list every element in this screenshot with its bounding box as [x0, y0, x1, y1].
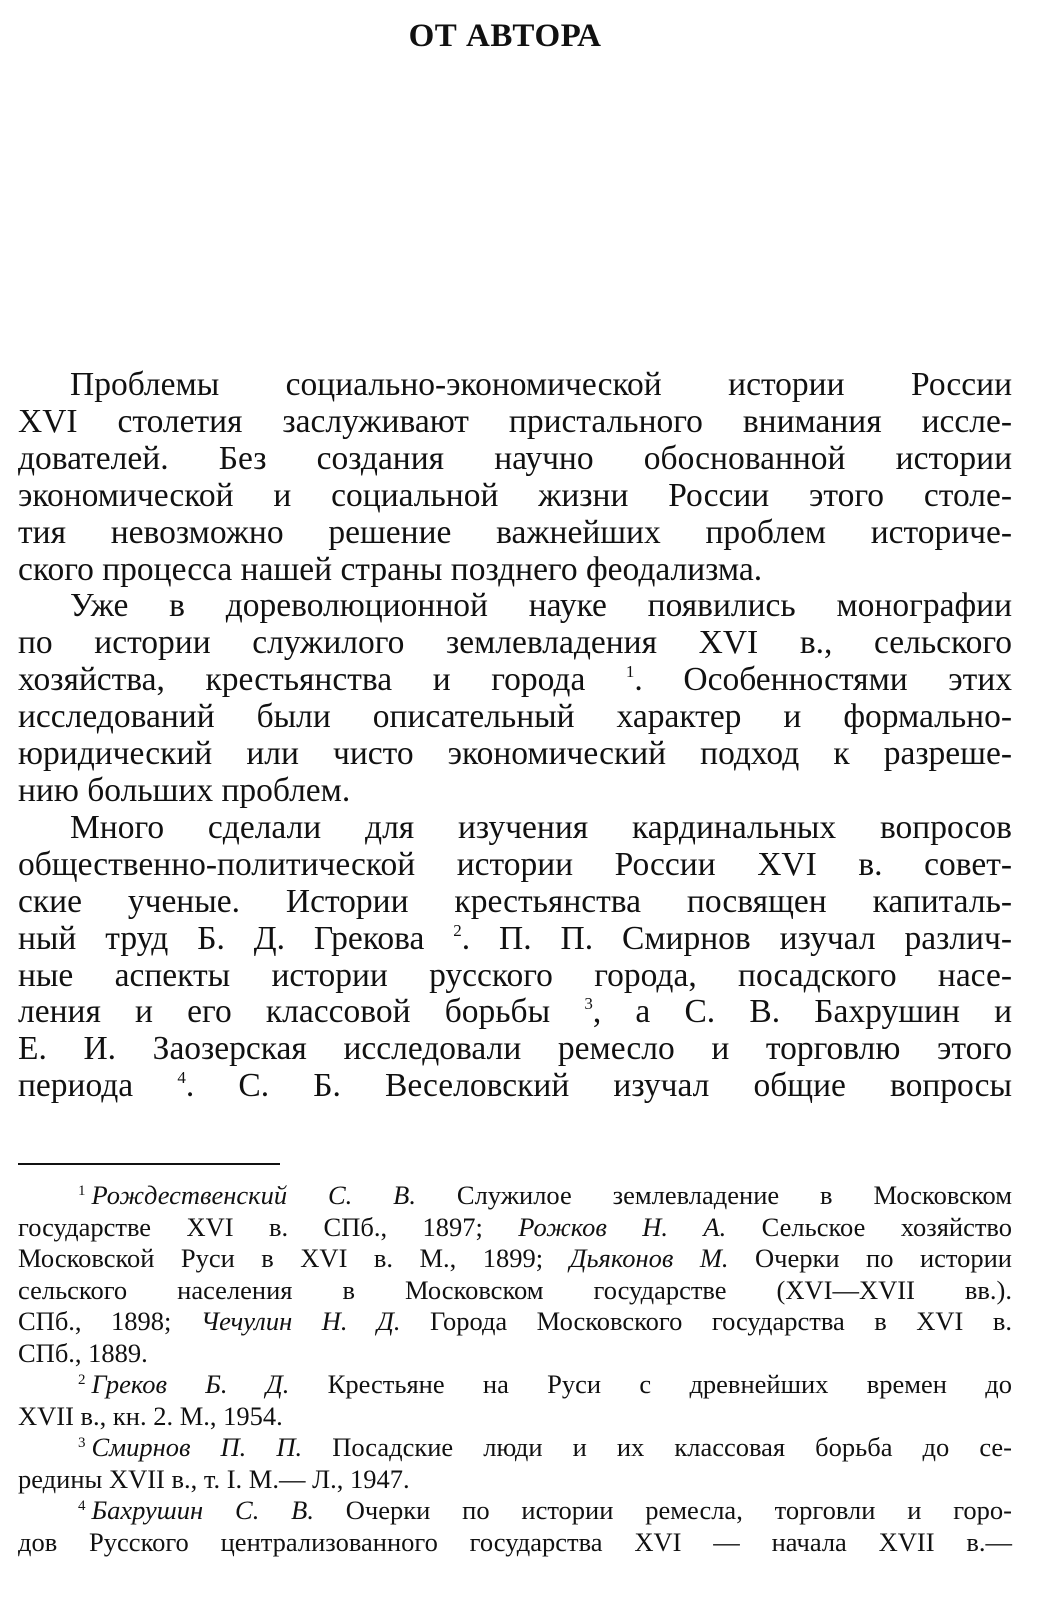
text-line: по истории служилого землевладения XVI в., сельского — [18, 624, 1012, 662]
footnote-line — [18, 1432, 1012, 1464]
text-fragment: СПб., 1898; — [18, 1306, 201, 1336]
footnote-line: сельского населения в Московском государстве (XVI—XVII вв.). — [18, 1274, 1012, 1305]
text-line: нию больших проблем. — [18, 771, 351, 809]
footnote-ref[interactable]: 3 — [584, 994, 593, 1014]
paragraph-1 — [18, 367, 1012, 588]
text-line — [18, 994, 1012, 1031]
text-fragment: Посадские люди и их классовая борьба до се- — [302, 1432, 1012, 1462]
text-line — [18, 921, 1012, 958]
author-name: Греков Б. Д. — [91, 1369, 290, 1399]
footnote-line: дов Русского централизованного государства XVI — начала XVII в.— — [18, 1526, 1012, 1557]
footnote-number: 4 — [78, 1498, 86, 1514]
paragraph-2 — [18, 588, 1012, 809]
text-line: ского процесса нашей страны позднего феодализма. — [18, 550, 763, 588]
text-fragment: Московской Руси в XVI в. М., 1899; — [18, 1243, 570, 1273]
text-line: общественно-политической истории России XVI в. совет- — [18, 845, 1012, 883]
footnote-line — [18, 1306, 1012, 1338]
text-fragment: Очерки по истории ремесла, торговли и горо- — [313, 1495, 1012, 1525]
text-line: ные аспекты истории русского города, посадского насе- — [18, 956, 1012, 994]
text-fragment: Города Московского государства в XVI в. — [400, 1306, 1012, 1336]
footnote-line — [18, 1212, 1012, 1244]
footnote-1 — [18, 1180, 1012, 1369]
footnote-3 — [18, 1432, 1012, 1495]
footnote-4 — [18, 1495, 1012, 1558]
text-line: XVI столетия заслуживают пристального внимания иссле- — [18, 402, 1012, 440]
page-title: ОТ АВТОРА — [408, 18, 602, 54]
text-fragment: Очерки по истории — [728, 1243, 1012, 1273]
author-name: Бахрушин С. В. — [91, 1495, 314, 1525]
text-fragment: государстве XVI в. СПб., 1897; — [18, 1211, 519, 1242]
text-fragment: , а С. В. Бахрушин и — [592, 993, 1012, 1031]
footnote-line — [18, 1495, 1012, 1527]
text-line: ские ученые. Истории крестьянства посвящен капиталь- — [18, 882, 1012, 920]
text-fragment: . П. П. Смирнов изучал различ- — [461, 919, 1012, 957]
text-fragment: ления и его классовой борьбы — [18, 993, 551, 1031]
text-fragment: периода — [18, 1067, 134, 1105]
author-name: Рожков Н. А. — [518, 1211, 727, 1242]
text-line — [18, 662, 1012, 699]
text-fragment: ный труд Б. Д. Грекова — [18, 919, 425, 957]
paragraph-3 — [18, 810, 1012, 1105]
footnote-number: 3 — [78, 1435, 86, 1451]
text-fragment: . С. Б. Веселовский изучал общие вопросы — [185, 1067, 1013, 1105]
footnote-line — [18, 1243, 1012, 1275]
text-line: экономической и социальной жизни России этого столе- — [18, 476, 1012, 514]
footnotes — [18, 1180, 1012, 1558]
footnote-ref[interactable]: 2 — [453, 920, 462, 940]
footnote-line: редины XVII в., т. I. М.— Л., 1947. — [18, 1463, 410, 1494]
text-line: Уже в дореволюционной науке появились монографии — [70, 587, 1012, 625]
text-fragment: Крестьяне на Руси с древнейших времен до — [289, 1369, 1012, 1399]
text-fragment: Служилое землевладение в Московском — [416, 1180, 1012, 1210]
footnote-line: XVII в., кн. 2. М., 1954. — [18, 1400, 283, 1431]
text-line: юридический или чисто экономический подход к разреше- — [18, 735, 1012, 773]
footnote-separator — [18, 1163, 280, 1165]
text-line: Много сделали для изучения кардинальных вопросов — [70, 808, 1012, 846]
footnote-line — [18, 1180, 1012, 1212]
footnote-number: 1 — [78, 1183, 86, 1199]
author-name: Дьяконов М. — [569, 1243, 729, 1273]
footnote-number: 2 — [78, 1372, 86, 1388]
text-line: Проблемы социально-экономической истории России — [70, 366, 1012, 403]
footnote-ref[interactable]: 1 — [625, 662, 635, 682]
footnote-2 — [18, 1369, 1012, 1432]
text-line — [18, 1068, 1012, 1105]
text-line: тия невозможно решение важнейших проблем историче- — [18, 513, 1012, 551]
footnote-line — [18, 1369, 1012, 1401]
text-fragment: Сельское хозяйство — [726, 1211, 1013, 1242]
text-line: Е. И. Заозерская исследовали ремесло и торговлю этого — [18, 1030, 1012, 1068]
text-fragment: . Особенностями этих — [634, 661, 1012, 699]
author-name: Рождественский С. В. — [91, 1180, 416, 1210]
footnote-line: СПб., 1889. — [18, 1337, 148, 1368]
footnote-ref[interactable]: 4 — [177, 1068, 186, 1088]
text-line: исследований были описательный характер и формально- — [18, 698, 1012, 736]
main-text — [18, 367, 1012, 1105]
text-line: дователей. Без создания научно обоснованной истории — [18, 439, 1012, 477]
author-name: Чечулин Н. Д. — [200, 1306, 401, 1336]
text-fragment: хозяйства, крестьянства и города — [18, 661, 586, 699]
author-name: Смирнов П. П. — [91, 1432, 303, 1462]
